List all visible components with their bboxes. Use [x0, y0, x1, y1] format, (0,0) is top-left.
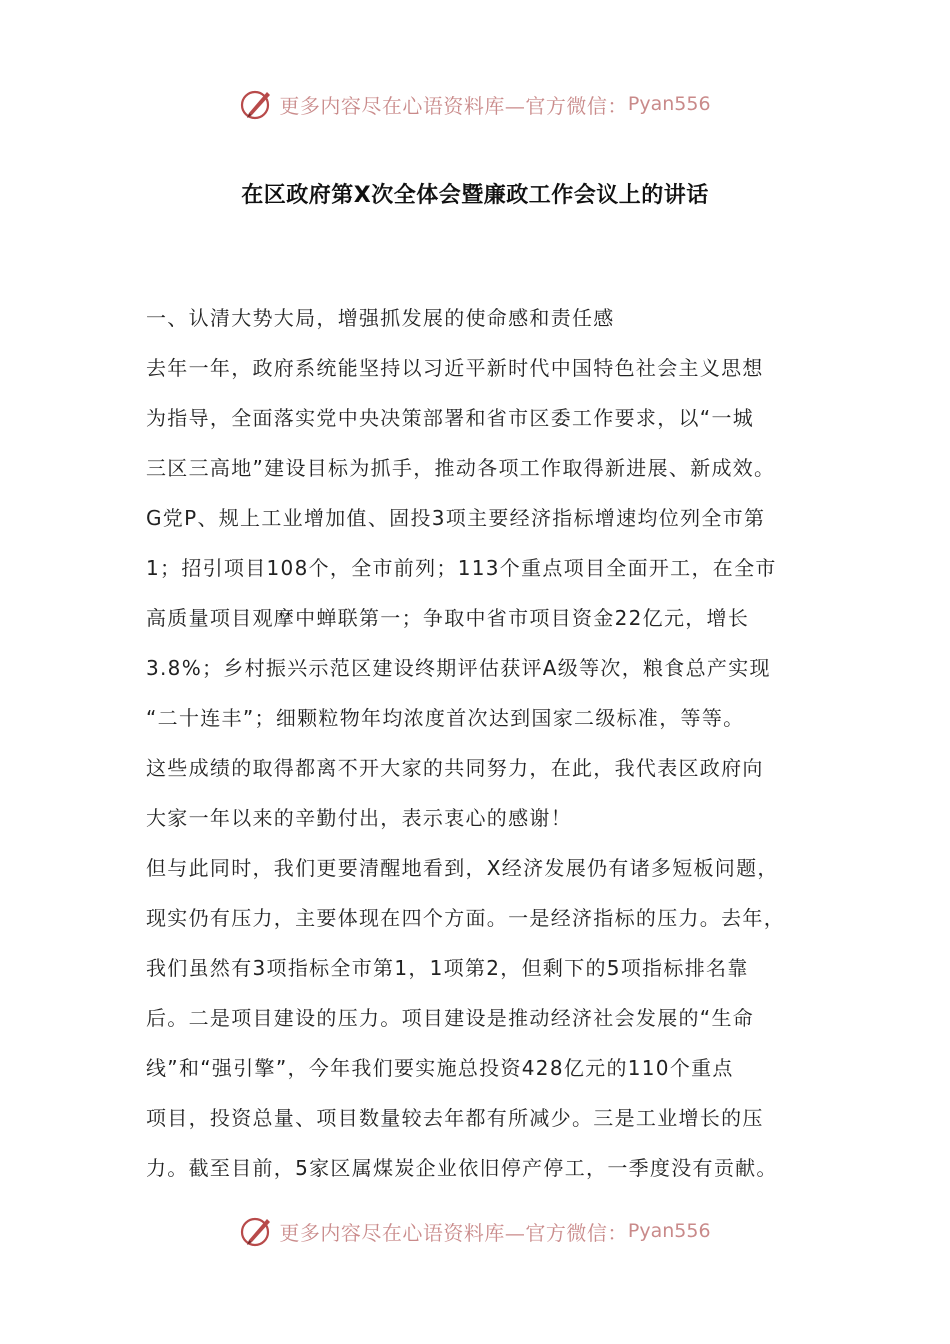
body-line: 高质量项目观摩中蝉联第一；争取中省市项目资金22亿元，增长: [146, 606, 750, 630]
footer-watermark: [0, 1211, 950, 1251]
body-line: 我们虽然有3项指标全市第1，1项第2，但剩下的5项指标排名靠: [146, 956, 749, 980]
watermark-id: Pyan556: [627, 93, 711, 115]
body-line: 力。截至目前，5家区属煤炭企业依旧停产停工，一季度没有贡献。: [146, 1156, 778, 1180]
body-line: 线”和“强引擎”，今年我们要实施总投资428亿元的110个重点: [146, 1056, 734, 1080]
body-line: 一、认清大势大局，增强抓发展的使命感和责任感: [146, 306, 615, 330]
body-line: 三区三高地”建设目标为抓手，推动各项工作取得新进展、新成效。: [146, 456, 776, 480]
body-line: 为指导，全面落实党中央决策部署和省市区委工作要求，以“一城: [146, 406, 755, 430]
pen-logo-icon: [239, 1213, 275, 1249]
body-line: 3.8%；乡村振兴示范区建设终期评估获评A级等次，粮食总产实现: [146, 656, 771, 680]
header-watermark: [0, 84, 950, 124]
body-line: 项目，投资总量、项目数量较去年都有所减少。三是工业增长的压: [146, 1106, 764, 1130]
body-line: 大家一年以来的辛勤付出，表示衷心的感谢！: [146, 806, 572, 830]
watermark-id: Pyan556: [627, 1220, 711, 1242]
document-title: 在区政府第X次全体会暨廉政工作会议上的讲话: [241, 183, 709, 208]
watermark-text: 更多内容尽在心语资料库—官方微信：: [279, 1220, 628, 1245]
pen-logo-icon: [239, 86, 275, 122]
body-line: 这些成绩的取得都离不开大家的共同努力，在此，我代表区政府向: [146, 756, 764, 780]
body-line: 去年一年，政府系统能坚持以习近平新时代中国特色社会主义思想: [146, 356, 764, 380]
watermark-text: 更多内容尽在心语资料库—官方微信：: [279, 93, 628, 118]
body-line: G党P、规上工业增加值、固投3项主要经济指标增速均位列全市第: [146, 506, 766, 530]
document-body: [146, 300, 826, 1200]
body-line: 后。二是项目建设的压力。项目建设是推动经济社会发展的“生命: [146, 1006, 755, 1030]
body-line: 但与此同时，我们更要清醒地看到，X经济发展仍有诸多短板问题，: [146, 856, 779, 880]
body-line: 现实仍有压力，主要体现在四个方面。一是经济指标的压力。去年，: [146, 906, 785, 930]
body-line: “二十连丰”；细颗粒物年均浓度首次达到国家二级标准，等等。: [146, 706, 745, 730]
body-line: 1；招引项目108个，全市前列；113个重点项目全面开工，在全市: [146, 556, 777, 580]
